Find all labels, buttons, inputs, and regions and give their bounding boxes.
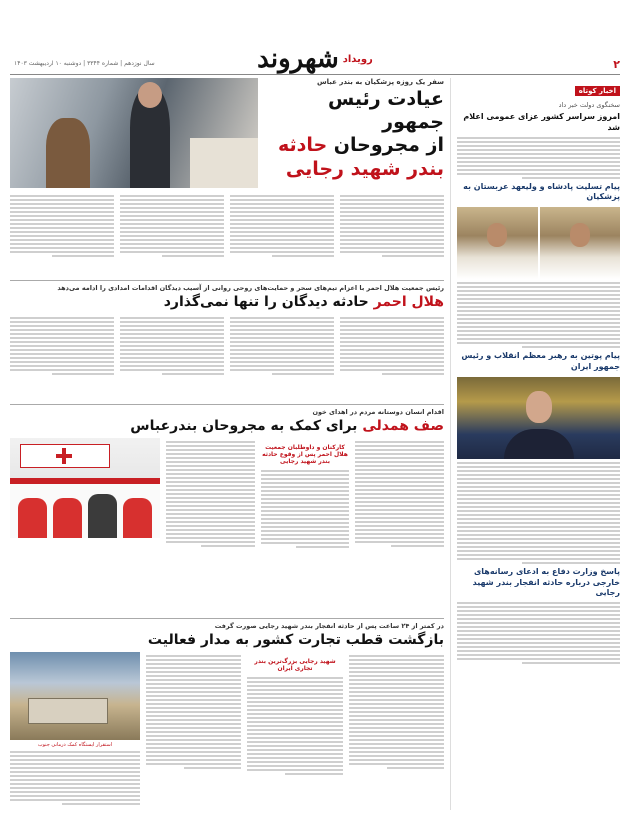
logo-section: رویداد <box>342 53 373 65</box>
saudi-leaders-photo <box>457 207 620 279</box>
sec2-kicker: اقدام انسان دوستانه مردم در اهدای خون <box>312 408 444 416</box>
sec3-kicker: در کمتر از ۲۴ ساعت پس از حادثه انفجار بندر شهید رجایی صورت گرفت <box>214 622 444 630</box>
putin-photo <box>457 377 620 459</box>
news3-body <box>457 462 620 564</box>
sec1-title <box>10 294 444 310</box>
news4-headline: پاسخ وزارت دفاع به ادعای رسانه‌های خارجی درباره حادثه انفجار بندر شهید رجایی <box>472 566 620 598</box>
lead-title <box>262 88 444 181</box>
sec3-pull-2: استقرار ایستگاه کمک درمانی جنوب <box>37 742 113 748</box>
sec3-photo-block <box>10 652 140 805</box>
port-photo <box>10 652 140 740</box>
news4-body <box>457 602 620 664</box>
lead-title-line2 <box>262 134 444 157</box>
sec2-pull-quote: کارکنان و داوطلبان جمعیت هلال احمر پس از وقوع حادثه بندر شهید رجایی <box>262 444 348 465</box>
lead-col-3 <box>120 195 224 276</box>
lead-story-heading <box>262 78 444 181</box>
sec1-title-red: هلال احمر <box>373 294 444 310</box>
lead-title-line2b: حادثه <box>277 134 328 157</box>
lead-title-line2a: از مجروحان <box>327 134 444 157</box>
sec2-title <box>10 418 444 434</box>
hospital-visit-photo <box>10 78 258 188</box>
red-crescent-icon <box>56 448 72 464</box>
lead-col-2 <box>230 195 334 276</box>
lead-kicker: سفر یک روزه پزشکیان به بندر عباس <box>317 78 444 86</box>
lead-col-1 <box>340 195 444 276</box>
main-area <box>10 78 444 810</box>
right-news-column <box>450 78 620 810</box>
news1-headline: امروز سراسر کشور عزای عمومی اعلام شد <box>463 112 620 132</box>
news3-headline: پیام پوتین به رهبر معظم انقلاب و رئیس جمهور ایران <box>461 351 620 371</box>
issue-line: سال نوزدهم | شماره ۳۳۴۴ | دوشنبه ۱۰ اردیبهشت ۱۴۰۳ <box>14 60 155 67</box>
sec2-title-rest: برای کمک به مجروحان بندرعباس <box>130 418 363 434</box>
news2-body <box>457 282 620 348</box>
short-news-tag: اخبار کوتاه <box>575 86 620 96</box>
logo-wordmark: شهروند <box>257 44 339 74</box>
masthead-rule <box>10 74 620 75</box>
lead-title-line3: بندر شهید رجایی <box>285 157 444 180</box>
sec2-title-red: صف همدلی <box>362 418 444 434</box>
lead-title-line1: عیادت رئیس جمهور <box>327 88 444 134</box>
blood-donation-photo <box>10 438 160 538</box>
sec3-body <box>10 652 444 805</box>
sec1-kicker: رئیس جمعیت هلال احمر با اعزام تیم‌های سحر و حمایت‌های روحی روانی از آسیب دیدگان اقدامات امدادی را ادامه می‌دهد <box>57 284 444 292</box>
sec3-title: بازگشت قطب تجارت کشور به مدار فعالیت <box>147 632 444 648</box>
blood-donation-story <box>10 404 444 548</box>
news2-headline: پیام تسلیت پادشاه و ولیعهد عربستان به پزشکیان <box>463 181 620 202</box>
sec1-body <box>10 314 444 375</box>
sec3-pull-1: شهید رجایی بزرگ‌ترین بندر تجاری ایران <box>254 658 336 672</box>
news1-kicker: سخنگوی دولت خبر داد <box>558 101 620 109</box>
news1-body <box>457 137 620 179</box>
sec1-title-rest: حادثه دیدگان را تنها نمی‌گذارد <box>163 294 374 310</box>
page-number: ۲ <box>613 58 620 71</box>
port-reopening-story <box>10 618 444 805</box>
red-crescent-story <box>10 280 444 375</box>
lead-col-4 <box>10 195 114 276</box>
newspaper-logo <box>257 44 373 74</box>
sec2-body <box>10 438 444 548</box>
lead-body <box>10 192 444 276</box>
